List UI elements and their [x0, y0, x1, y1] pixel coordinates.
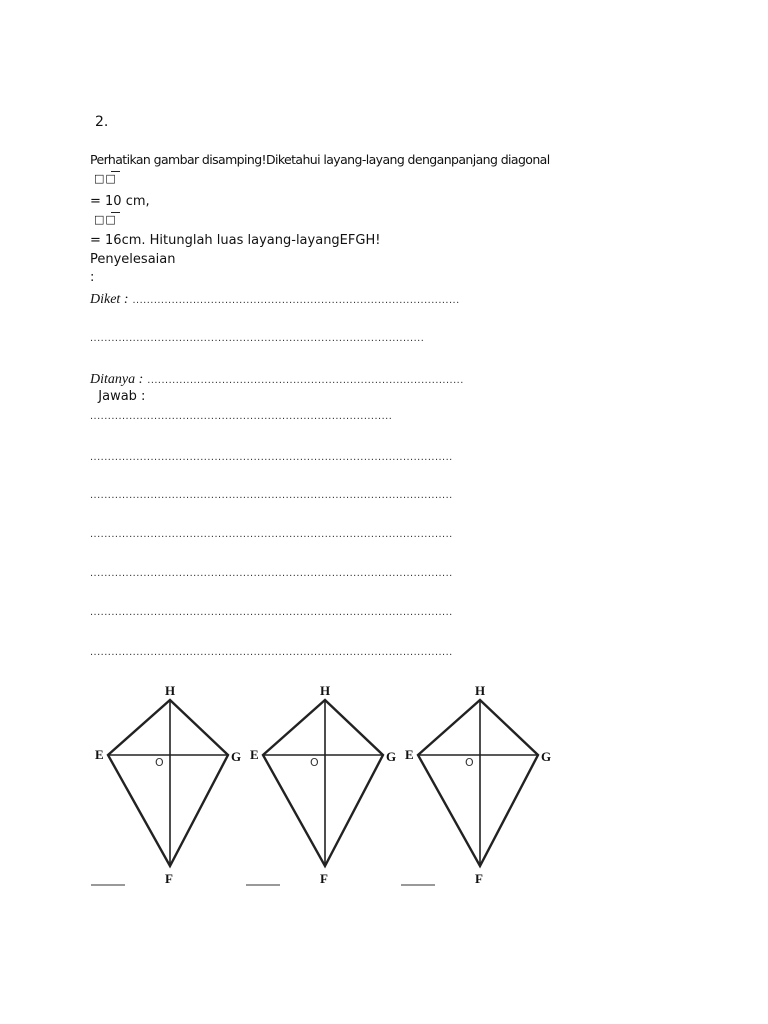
diagonal-1-value: = 10 cm,: [90, 194, 150, 209]
kite-outline: [108, 700, 228, 866]
vertex-label-e: E: [250, 747, 259, 762]
vertex-label-h: H: [165, 683, 176, 698]
vertex-label-g: G: [386, 749, 397, 764]
answer-line-5: ......................................................................................................: [90, 606, 453, 618]
answer-line-1: ......................................................................................................: [90, 451, 453, 463]
vertex-label-e: E: [95, 747, 104, 762]
diagonal-symbol-2: □□: [94, 213, 117, 226]
kite-1: [91, 683, 241, 886]
solution-label: Penyelesaian: [90, 252, 176, 267]
center-label-o: O: [465, 756, 474, 769]
answer-line-4: ......................................................................................................: [90, 567, 453, 579]
answer-line-2: ......................................................................................................: [90, 489, 453, 501]
kite-outline: [418, 700, 538, 866]
center-label-o: O: [310, 756, 319, 769]
question-intro: Perhatikan gambar disamping!Diketahui layang-layang denganpanjang diagonal: [90, 152, 550, 167]
ditanya-blank: .........................................................................................: [147, 374, 464, 386]
vertex-label-f: F: [320, 871, 328, 886]
diagonal-2-question: = 16cm. Hitunglah luas layang-layangEFGH!: [90, 233, 381, 248]
diket-blank-line-2: ..............................................................................................: [90, 332, 425, 344]
ditanya-label: Ditanya :: [90, 372, 144, 387]
vertex-label-e: E: [405, 747, 414, 762]
kite-2: [246, 683, 396, 886]
answer-line-6: ......................................................................................................: [90, 646, 453, 658]
question-number: 2.: [95, 114, 109, 130]
ditanya-row: [90, 370, 464, 388]
diket-row: [90, 290, 460, 308]
center-label-o: O: [155, 756, 164, 769]
kite-outline: [263, 700, 383, 866]
vertex-label-h: H: [475, 683, 486, 698]
diagonal-symbol-1: □□: [94, 172, 117, 185]
diket-label: Diket :: [90, 292, 129, 307]
solution-colon: :: [90, 270, 95, 285]
diket-blank: ............................................................................................: [132, 294, 460, 306]
jawab-line-1: .....................................................................................: [90, 410, 393, 422]
vertex-label-f: F: [475, 871, 483, 886]
vertex-label-h: H: [320, 683, 331, 698]
vertex-label-g: G: [231, 749, 242, 764]
kite-diagrams: [88, 680, 568, 890]
answer-line-3: ......................................................................................................: [90, 528, 453, 540]
vertex-label-f: F: [165, 871, 173, 886]
vertex-label-g: G: [541, 749, 552, 764]
jawab-label: Jawab :: [90, 389, 146, 404]
kite-3: [401, 683, 551, 886]
